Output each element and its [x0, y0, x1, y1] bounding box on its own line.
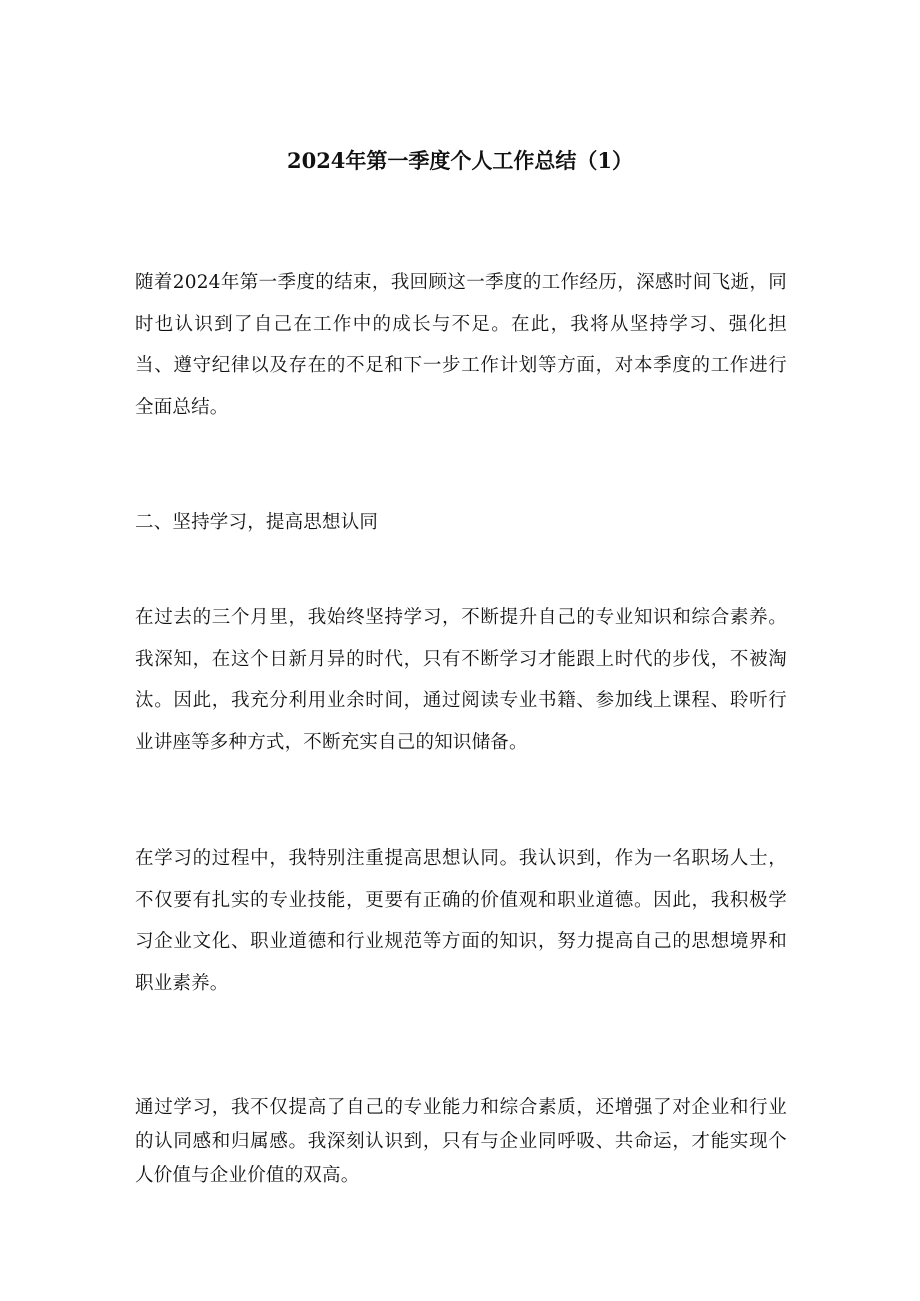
document-title: 2024年第一季度个人工作总结（1） — [286, 148, 634, 173]
intro-paragraph: 随着2024年第一季度的结束，我回顾这一季度的工作经历，深感时间飞逝，同时也认识到了自己在工作中的成长与不足。在此，我将从坚持学习、强化担当、遵守纪律以及存在的不足和下一步工作计划等方面，对本季度的工作进行全面总结。 — [135, 272, 787, 418]
study-paragraph-1: 在过去的三个月里，我始终坚持学习，不断提升自己的专业知识和综合素养。我深知，在这个日新月异的时代，只有不断学习才能跟上时代的步伐，不被淘汰。因此，我充分利用业余时间，通过阅读专业书籍、参加线上课程、聆听行业讲座等多种方式，不断充实自己的知识储备。 — [135, 607, 787, 753]
study-paragraph-3: 通过学习，我不仅提高了自己的专业能力和综合素质，还增强了对企业和行业的认同感和归属感。我深刻认识到，只有与企业同呼吸、共命运，才能实现个人价值与企业价值的双高。 — [135, 1097, 787, 1186]
section-heading: 二、坚持学习，提高思想认同 — [135, 512, 379, 533]
study-paragraph-2: 在学习的过程中，我特别注重提高思想认同。我认识到，作为一名职场人士，不仅要有扎实的专业技能，更要有正确的价值观和职业道德。因此，我积极学习企业文化、职业道德和行业规范等方面的知识，努力提高自己的思想境界和职业素养。 — [135, 848, 787, 994]
